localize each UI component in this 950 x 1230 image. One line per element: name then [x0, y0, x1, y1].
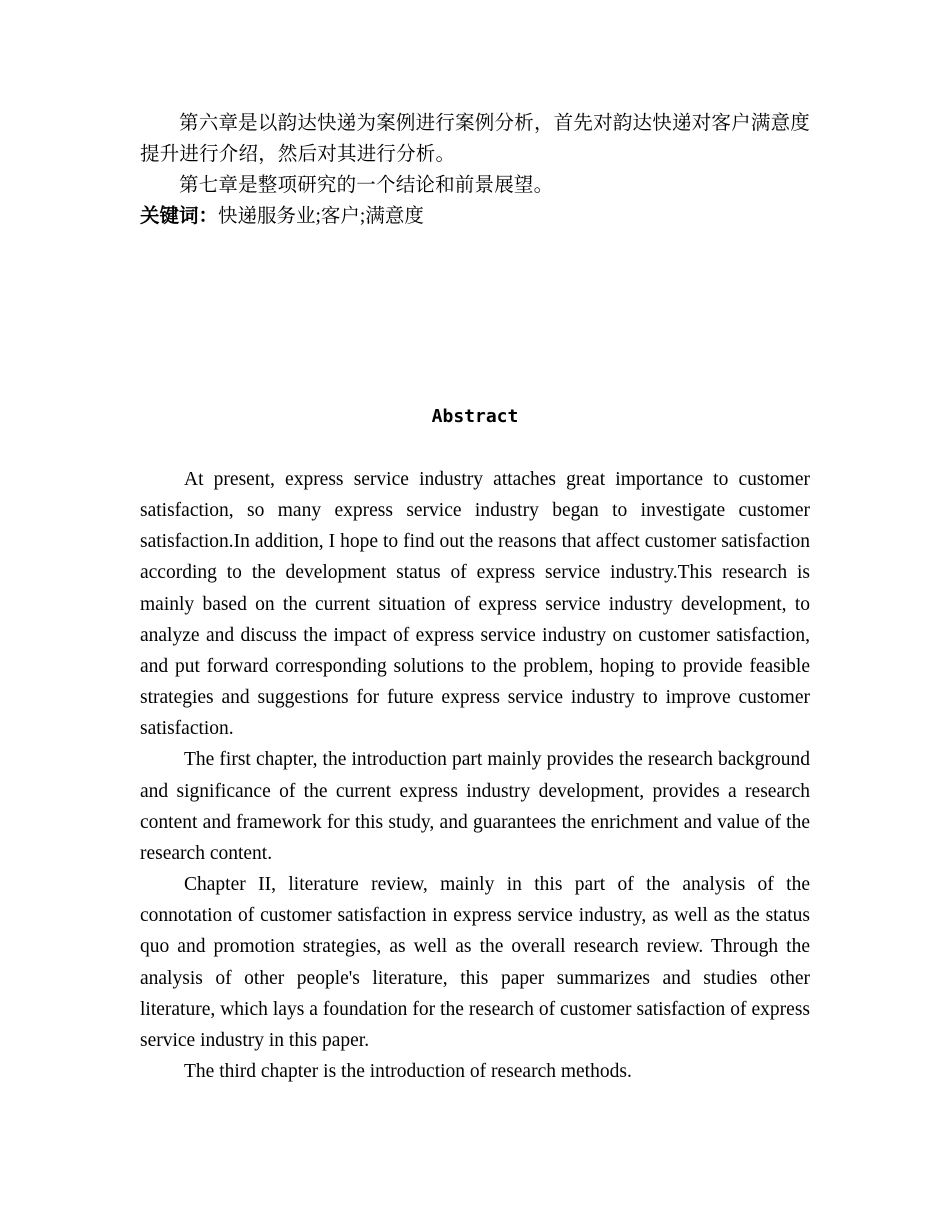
abstract-paragraph: The first chapter, the introduction part mainly provides the research background and significance of the current express industry development, provides a research content and framework for this study, and guarantees the enrichment and value of the research content.	[140, 749, 810, 864]
abstract-paragraph: At present, express service industry attaches great importance to customer satisfaction, so many express service industry began to investigate customer satisfaction.In addition, I hope to find out the reasons that affect customer satisfaction according to the development status of express service industry.This research is mainly based on the current situation of express service industry development, to analyze and discuss the impact of express service industry on customer satisfaction, and put forward corresponding solutions to the problem, hoping to provide feasible strategies and suggestions for future express service industry to improve customer satisfaction.	[140, 469, 810, 740]
keywords-value: 快递服务业;客户;满意度	[218, 206, 424, 227]
keywords-line	[140, 201, 810, 232]
document-page	[140, 108, 810, 1082]
abstract-title: Abstract	[431, 406, 519, 427]
chapter-six-paragraph: 第六章是以韵达快递为案例进行案例分析，首先对韵达快递对客户满意度提升进行介绍，然后对其进行分析。	[140, 113, 810, 165]
abstract-paragraph: Chapter II, literature review, mainly in this part of the analysis of the connotation of customer satisfaction in express service industry, as well as the status quo and promotion strategies, as well as the overall research review. Through the analysis of other people's literature, this paper summarizes and studies other literature, which lays a foundation for the research of customer satisfaction of express service industry in this paper.	[140, 874, 810, 1051]
keywords-label: 关键词：	[140, 206, 219, 227]
abstract-paragraph: The third chapter is the introduction of research methods.	[184, 1060, 632, 1082]
chapter-seven-paragraph: 第七章是整项研究的一个结论和前景展望。	[179, 175, 554, 196]
abstract-body	[140, 464, 810, 1087]
